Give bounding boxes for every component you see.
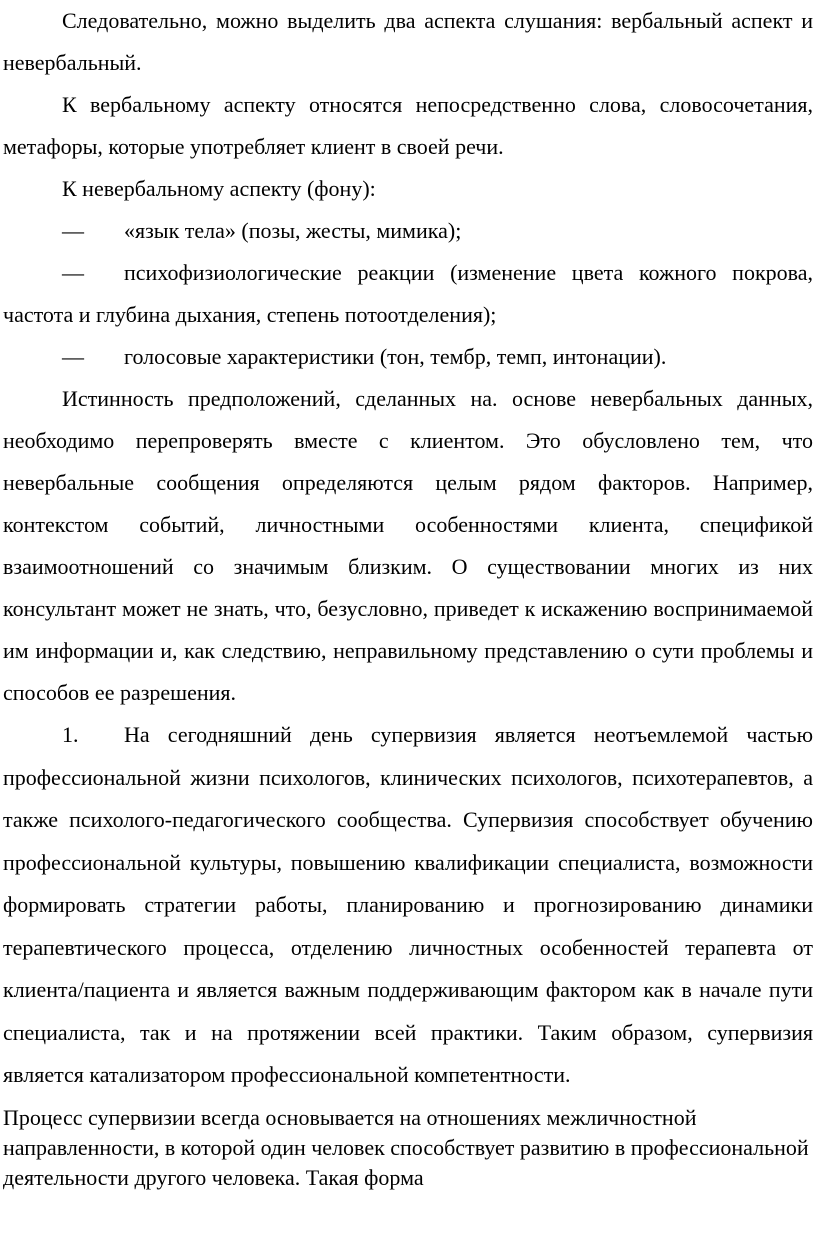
list-item <box>3 252 813 336</box>
numbered-item-text: На сегодняшний день супервизия является неотъемлемой частью профессиональной жизни психологов, клинических психологов, психотерапевтов, а также психолого-педагогического сообщества. Супервизия способствует обучению профессиональной культуры, повышению квалификации специалиста, возможности формировать стратегии работы, планированию и прогнозированию динамики терапевтического процесса, отделению личностных особенностей терапевта от клиента/пациента и является важным поддерживающим фактором как в начале пути специалиста, так и на протяжении всей практики. Таким образом, супервизия является катализатором профессиональной компетентности. <box>3 722 813 1087</box>
dash-marker: — <box>62 344 84 369</box>
numbered-item <box>3 714 813 1097</box>
dash-marker: — <box>62 218 84 243</box>
document-page <box>3 0 813 1193</box>
paragraph-truth-of-assumptions: Истинность предположений, сделанных на. основе невербальных данных, необходимо перепроверять вместе с клиентом. Это обусловлено тем, что невербальные сообщения определяются целым рядом факторов. Например, контекстом событий, личностными особенностями клиента, спецификой взаимоотношений со значимым близким. О существовании многих из них консультант может не знать, что, безусловно, приведет к искажению воспринимаемой им информации и, как следствию, неправильному представлению о сути проблемы и способов ее разрешения. <box>3 386 813 705</box>
dash-marker: — <box>62 260 84 285</box>
list-item-text: психофизиологические реакции (изменение цвета кожного покрова, частота и глубина дыхания, степень потоотделения); <box>3 260 813 327</box>
paragraph-verbal-aspect: К вербальному аспекту относятся непосредственно слова, словосочетания, метафоры, которые употребляет клиент в своей речи. <box>3 92 813 159</box>
list-item <box>3 336 813 378</box>
list-item-text: «язык тела» (позы, жесты, мимика); <box>124 218 462 243</box>
list-item-text: голосовые характеристики (тон, тембр, темп, интонации). <box>124 344 667 369</box>
paragraph-listening-aspects: Следовательно, можно выделить два аспекта слушания: вербальный аспект и невербальный. <box>3 8 813 75</box>
list-item <box>3 210 813 252</box>
paragraph-nonverbal-aspect: К невербальному аспекту (фону): <box>62 176 376 201</box>
paragraph-supervision-process: Процесс супервизии всегда основывается на отношениях межличностной направленности, в которой один человек способствует развитию в профессиональной деятельности другого человека. Такая форма <box>3 1104 809 1190</box>
list-number: 1. <box>62 722 79 747</box>
